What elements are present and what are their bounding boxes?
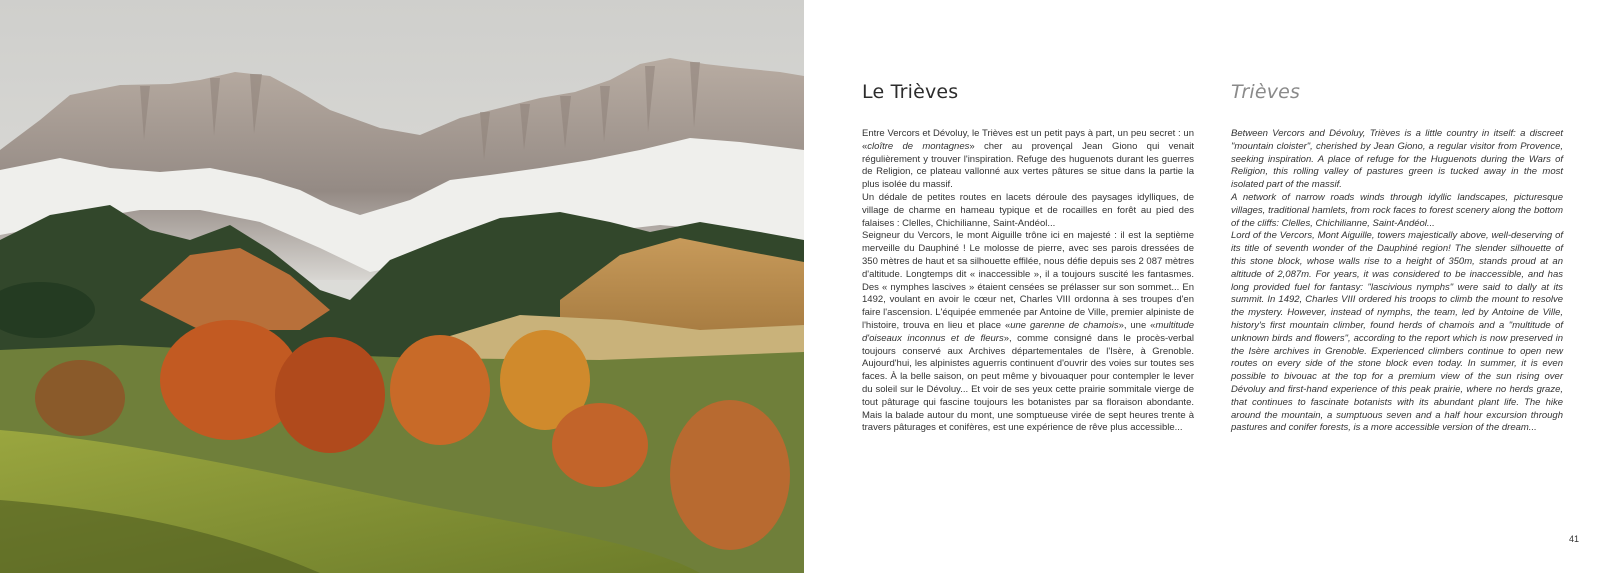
french-paragraph-3: Seigneur du Vercors, le mont Aiguille trône ici en majesté : il est la septième merveille du Dauphiné ! Le molosse de pierre, avec ses parois dressées de 350 mètres de haut et sa silhouette effilée, nous défie depuis ses 2 087 mètres d'altitude. Longtemps dit « inaccessible », il a toujours suscité les fantasmes. Des « nymphes lascives » étaient censées se prélasser sur son sommet... En 1492, voulant en avoir le cœur net, Charles VIII ordonna à ses troupes d'en faire l'ascension. L'équipée emmenée par Antoine de Ville, premier alpiniste de l'histoire, trouva en lieu et place «une garenne de chamois», une «multitude d'oiseaux inconnus et de fleurs», comme consigné dans le procès-verbal toujours conservé aux Archives départementales de l'Isère, à Grenoble. Aujourd'hui, les alpinistes aguerris continuent d'ouvrir des voies sur toutes ses faces. À la belle saison, on peut même y bivouaquer pour contempler le lever du soleil sur le Dévoluy... Et voir de ses yeux cette prairie sommitale vierge de tout pâturage qui fascine toujours les botanistes par sa floraison abondante. Mais la balade autour du mont, une somptueuse virée de sept heures trente à travers pâturages et conifères, est une expérience de rêve plus accessible...: [862, 230, 1194, 434]
english-title: Trièves: [1231, 81, 1301, 103]
page-number: 41: [1568, 534, 1579, 544]
english-body: [1231, 128, 1563, 435]
english-paragraph-3: Lord of the Vercors, Mont Aiguille, towers majestically above, well-deserving of its title of seventh wonder of the Dauphiné region! The slender silhouette of this stone block, whose walls rise to a height of 350m, stands proud at an altitude of 2,087m. For years, it was considered to be inaccessible, and has long provided fuel for fantasy: "lascivious nymphs" were said to dally at its summit. In 1492, Charles VIII ordered his troops to climb the mount to resolve the mystery. However, instead of nymphs, the team, led by Antoine de Ville, history's first mountain climber, found herds of chamois and a "multitude of unknown birds and flowers", according to the report which is now preserved in the Isère archives in Grenoble. Experienced climbers continue to open new routes on every side of the stone block even today. In summer, it is even possible to bivouac at the top for a premium view of the sun rising over Dévoluy and first-hand experience of this peak prairie, where no herds graze, that continues to fascinate botanists with its abundant plant life. The hike around the mountain, a sumptuous seven and a half hour excursion through pastures and conifer forests, is a more accessible version of the dream...: [1231, 230, 1563, 434]
mountain-landscape-image: [0, 0, 804, 573]
french-column: [862, 78, 1194, 435]
english-paragraph-2: A network of narrow roads winds through idyllic landscapes, picturesque villages, traditional hamlets, from rock faces to forest scenery along the bottom of the cliffs: Clelles, Chichilianne, Saint-Andéol...: [1231, 191, 1563, 229]
landscape-photo: [0, 0, 804, 573]
french-body: [862, 128, 1194, 435]
french-paragraph-1: Entre Vercors et Dévoluy, le Trièves est un petit pays à part, un peu secret : un «cloître de montagnes» cher au provençal Jean Giono qui venait régulièrement y trouver l'inspiration. Refuge des huguenots durant les guerres de Religion, ce plateau vallonné aux vertes pâtures se situe dans la partie la plus isolée du massif.: [862, 128, 1194, 191]
french-paragraph-2: Un dédale de petites routes en lacets déroule des paysages idylliques, de village de charme en hameau typique et de rocailles en forêt au pied des falaises : Clelles, Chichilianne, Saint-Andéol...: [862, 191, 1194, 229]
english-paragraph-1: Between Vercors and Dévoluy, Trièves is a little country in itself: a discreet "mountain cloister", cherished by Jean Giono, a regular visitor from Provence, seeking inspiration. A place of refuge for the Huguenots during the Wars of Religion, this rolling valley of pastures green is tucked away in the most isolated part of the massif.: [1231, 128, 1563, 191]
french-title: Le Trièves: [862, 81, 959, 103]
english-column: [1231, 78, 1563, 435]
text-page: [804, 0, 1611, 573]
